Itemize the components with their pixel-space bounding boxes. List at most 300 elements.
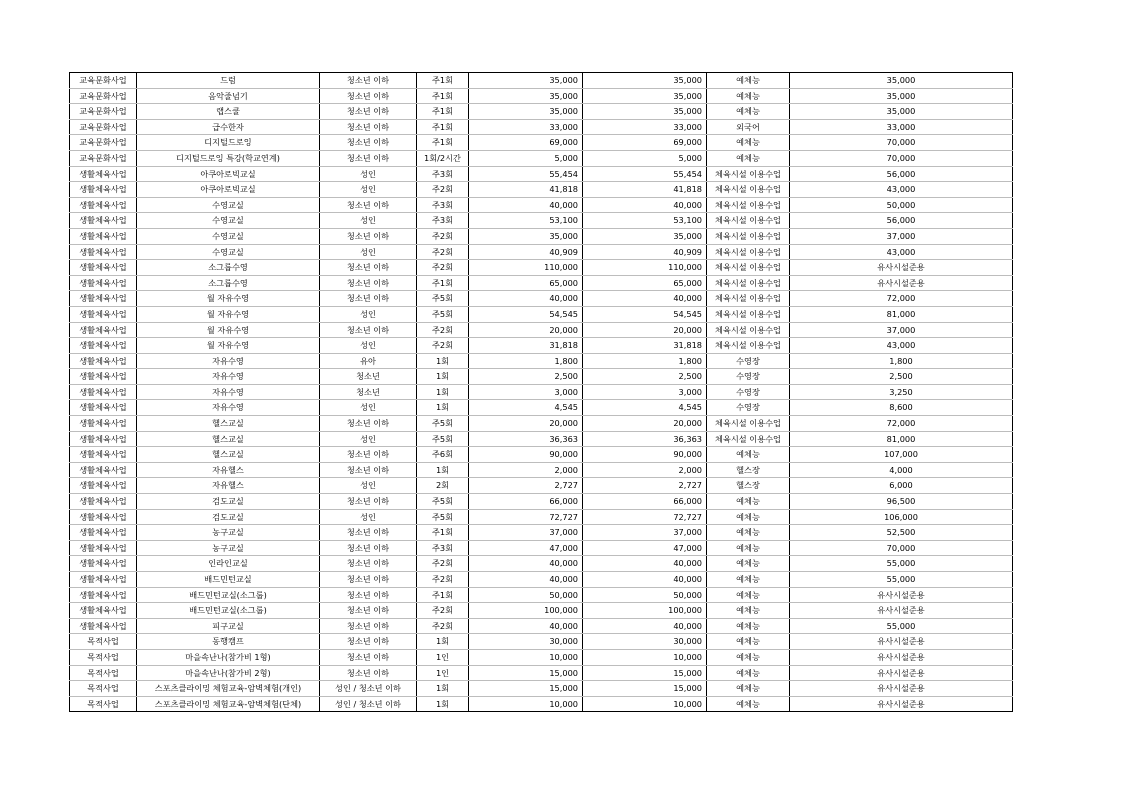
type-cell: 체육시설 이용수업 <box>707 275 790 291</box>
category-cell: 생활체육사업 <box>70 260 137 276</box>
reference-fee-cell: 6,000 <box>790 478 1013 494</box>
fee-cell: 110,000 <box>469 260 583 276</box>
category-cell: 생활체육사업 <box>70 603 137 619</box>
fee-cell: 72,727 <box>469 509 583 525</box>
fee-cell: 36,363 <box>469 431 583 447</box>
type-cell: 예체능 <box>707 104 790 120</box>
fee-applied-cell: 15,000 <box>583 665 707 681</box>
table-row <box>70 353 1013 369</box>
table-row <box>70 681 1013 697</box>
program-cell: 자유수영 <box>137 400 320 416</box>
fee-cell: 90,000 <box>469 447 583 463</box>
fee-applied-cell: 40,000 <box>583 197 707 213</box>
type-cell: 예체능 <box>707 509 790 525</box>
fee-applied-cell: 72,727 <box>583 509 707 525</box>
fee-applied-cell: 2,727 <box>583 478 707 494</box>
type-cell: 예체능 <box>707 73 790 89</box>
category-cell: 생활체육사업 <box>70 416 137 432</box>
type-cell: 예체능 <box>707 540 790 556</box>
fee-cell: 37,000 <box>469 525 583 541</box>
table-row <box>70 587 1013 603</box>
fee-cell: 40,000 <box>469 618 583 634</box>
fee-cell: 54,545 <box>469 306 583 322</box>
type-cell: 예체능 <box>707 649 790 665</box>
program-cell: 동행캠프 <box>137 634 320 650</box>
program-cell: 헬스교실 <box>137 447 320 463</box>
target-cell: 청소년 이하 <box>320 73 417 89</box>
target-cell: 청소년 이하 <box>320 228 417 244</box>
target-cell: 청소년 <box>320 384 417 400</box>
fee-cell: 40,909 <box>469 244 583 260</box>
table-row <box>70 572 1013 588</box>
category-cell: 생활체육사업 <box>70 587 137 603</box>
type-cell: 예체능 <box>707 88 790 104</box>
target-cell: 성인 <box>320 478 417 494</box>
reference-fee-cell: 유사시설준용 <box>790 665 1013 681</box>
frequency-cell: 주1회 <box>417 275 469 291</box>
type-cell: 체육시설 이용수업 <box>707 291 790 307</box>
target-cell: 청소년 이하 <box>320 556 417 572</box>
fee-applied-cell: 35,000 <box>583 73 707 89</box>
frequency-cell: 주1회 <box>417 88 469 104</box>
table-row <box>70 166 1013 182</box>
frequency-cell: 주1회 <box>417 73 469 89</box>
category-cell: 생활체육사업 <box>70 384 137 400</box>
program-cell: 헬스교실 <box>137 431 320 447</box>
fee-cell: 15,000 <box>469 665 583 681</box>
table-row <box>70 88 1013 104</box>
target-cell: 청소년 이하 <box>320 150 417 166</box>
table-row <box>70 182 1013 198</box>
table-row <box>70 431 1013 447</box>
frequency-cell: 1회 <box>417 696 469 712</box>
fee-cell: 50,000 <box>469 587 583 603</box>
category-cell: 생활체육사업 <box>70 291 137 307</box>
frequency-cell: 주2회 <box>417 322 469 338</box>
target-cell: 청소년 이하 <box>320 119 417 135</box>
category-cell: 생활체육사업 <box>70 244 137 260</box>
reference-fee-cell: 81,000 <box>790 431 1013 447</box>
fee-applied-cell: 53,100 <box>583 213 707 229</box>
category-cell: 생활체육사업 <box>70 556 137 572</box>
fee-applied-cell: 1,800 <box>583 353 707 369</box>
reference-fee-cell: 유사시설준용 <box>790 681 1013 697</box>
table-row <box>70 416 1013 432</box>
table-row <box>70 556 1013 572</box>
program-cell: 자유헬스 <box>137 462 320 478</box>
program-cell: 자유수영 <box>137 384 320 400</box>
program-cell: 수영교실 <box>137 213 320 229</box>
frequency-cell: 1회 <box>417 634 469 650</box>
program-cell: 디지털드로잉 <box>137 135 320 151</box>
table-row <box>70 384 1013 400</box>
category-cell: 목적사업 <box>70 649 137 665</box>
frequency-cell: 주5회 <box>417 494 469 510</box>
reference-fee-cell: 43,000 <box>790 182 1013 198</box>
fee-cell: 100,000 <box>469 603 583 619</box>
fee-cell: 55,454 <box>469 166 583 182</box>
reference-fee-cell: 106,000 <box>790 509 1013 525</box>
fee-cell: 2,727 <box>469 478 583 494</box>
program-cell: 음악줄넘기 <box>137 88 320 104</box>
fee-applied-cell: 35,000 <box>583 228 707 244</box>
table-row <box>70 150 1013 166</box>
program-cell: 피구교실 <box>137 618 320 634</box>
type-cell: 체육시설 이용수업 <box>707 166 790 182</box>
type-cell: 헬스장 <box>707 462 790 478</box>
target-cell: 청소년 이하 <box>320 540 417 556</box>
table-row <box>70 618 1013 634</box>
program-cell: 검도교실 <box>137 509 320 525</box>
category-cell: 교육문화사업 <box>70 73 137 89</box>
type-cell: 예체능 <box>707 135 790 151</box>
table-row <box>70 478 1013 494</box>
table-row <box>70 291 1013 307</box>
category-cell: 생활체육사업 <box>70 525 137 541</box>
frequency-cell: 1회 <box>417 681 469 697</box>
table-row <box>70 400 1013 416</box>
table-row <box>70 197 1013 213</box>
fee-applied-cell: 35,000 <box>583 88 707 104</box>
type-cell: 수영장 <box>707 384 790 400</box>
fee-cell: 33,000 <box>469 119 583 135</box>
type-cell: 체육시설 이용수업 <box>707 431 790 447</box>
target-cell: 성인 <box>320 166 417 182</box>
frequency-cell: 1회 <box>417 384 469 400</box>
target-cell: 청소년 이하 <box>320 462 417 478</box>
type-cell: 외국어 <box>707 119 790 135</box>
table-row <box>70 494 1013 510</box>
reference-fee-cell: 유사시설준용 <box>790 260 1013 276</box>
frequency-cell: 주3회 <box>417 197 469 213</box>
table-row <box>70 634 1013 650</box>
category-cell: 생활체육사업 <box>70 431 137 447</box>
table-row <box>70 275 1013 291</box>
category-cell: 목적사업 <box>70 665 137 681</box>
target-cell: 성인 <box>320 400 417 416</box>
fee-cell: 2,500 <box>469 369 583 385</box>
reference-fee-cell: 72,000 <box>790 416 1013 432</box>
target-cell: 성인 / 청소년 이하 <box>320 681 417 697</box>
category-cell: 목적사업 <box>70 696 137 712</box>
program-cell: 디지털드로잉 특강(학교연계) <box>137 150 320 166</box>
fee-cell: 66,000 <box>469 494 583 510</box>
fee-applied-cell: 30,000 <box>583 634 707 650</box>
frequency-cell: 주2회 <box>417 260 469 276</box>
type-cell: 예체능 <box>707 447 790 463</box>
type-cell: 예체능 <box>707 634 790 650</box>
target-cell: 성인 <box>320 182 417 198</box>
fee-applied-cell: 110,000 <box>583 260 707 276</box>
fee-cell: 35,000 <box>469 88 583 104</box>
frequency-cell: 주3회 <box>417 213 469 229</box>
target-cell: 성인 <box>320 509 417 525</box>
type-cell: 체육시설 이용수업 <box>707 213 790 229</box>
program-cell: 아쿠아로빅교실 <box>137 166 320 182</box>
target-cell: 청소년 이하 <box>320 572 417 588</box>
target-cell: 청소년 이하 <box>320 275 417 291</box>
fee-table-body <box>70 73 1013 712</box>
reference-fee-cell: 35,000 <box>790 73 1013 89</box>
target-cell: 청소년 이하 <box>320 135 417 151</box>
fee-applied-cell: 47,000 <box>583 540 707 556</box>
reference-fee-cell: 유사시설준용 <box>790 603 1013 619</box>
type-cell: 체육시설 이용수업 <box>707 197 790 213</box>
frequency-cell: 주1회 <box>417 587 469 603</box>
frequency-cell: 주2회 <box>417 244 469 260</box>
reference-fee-cell: 35,000 <box>790 104 1013 120</box>
table-row <box>70 244 1013 260</box>
type-cell: 예체능 <box>707 556 790 572</box>
type-cell: 체육시설 이용수업 <box>707 228 790 244</box>
program-cell: 급수한자 <box>137 119 320 135</box>
program-cell: 자유수영 <box>137 369 320 385</box>
target-cell: 청소년 이하 <box>320 665 417 681</box>
category-cell: 생활체육사업 <box>70 509 137 525</box>
program-cell: 수영교실 <box>137 228 320 244</box>
fee-applied-cell: 40,000 <box>583 556 707 572</box>
program-cell: 마을속난나(참가비 2형) <box>137 665 320 681</box>
table-row <box>70 665 1013 681</box>
program-cell: 스포츠클라이밍 체험교육-암벽체험(개인) <box>137 681 320 697</box>
fee-cell: 31,818 <box>469 338 583 354</box>
category-cell: 생활체육사업 <box>70 306 137 322</box>
target-cell: 성인 <box>320 306 417 322</box>
fee-applied-cell: 3,000 <box>583 384 707 400</box>
category-cell: 생활체육사업 <box>70 540 137 556</box>
reference-fee-cell: 81,000 <box>790 306 1013 322</box>
fee-table <box>69 72 1013 712</box>
table-row <box>70 603 1013 619</box>
frequency-cell: 주2회 <box>417 603 469 619</box>
frequency-cell: 주5회 <box>417 306 469 322</box>
category-cell: 교육문화사업 <box>70 119 137 135</box>
program-cell: 배드민턴교실(소그룹) <box>137 587 320 603</box>
program-cell: 검도교실 <box>137 494 320 510</box>
program-cell: 수영교실 <box>137 244 320 260</box>
table-row <box>70 306 1013 322</box>
fee-cell: 69,000 <box>469 135 583 151</box>
reference-fee-cell: 유사시설준용 <box>790 587 1013 603</box>
target-cell: 청소년 이하 <box>320 649 417 665</box>
fee-applied-cell: 40,000 <box>583 618 707 634</box>
target-cell: 유아 <box>320 353 417 369</box>
fee-cell: 2,000 <box>469 462 583 478</box>
target-cell: 청소년 이하 <box>320 603 417 619</box>
category-cell: 생활체육사업 <box>70 353 137 369</box>
frequency-cell: 주2회 <box>417 228 469 244</box>
frequency-cell: 1회/2시간 <box>417 150 469 166</box>
program-cell: 월 자유수영 <box>137 306 320 322</box>
category-cell: 생활체육사업 <box>70 369 137 385</box>
frequency-cell: 1회 <box>417 400 469 416</box>
fee-cell: 53,100 <box>469 213 583 229</box>
frequency-cell: 1인 <box>417 665 469 681</box>
reference-fee-cell: 유사시설준용 <box>790 696 1013 712</box>
fee-applied-cell: 10,000 <box>583 696 707 712</box>
reference-fee-cell: 70,000 <box>790 150 1013 166</box>
table-row <box>70 462 1013 478</box>
target-cell: 청소년 <box>320 369 417 385</box>
reference-fee-cell: 33,000 <box>790 119 1013 135</box>
reference-fee-cell: 70,000 <box>790 135 1013 151</box>
program-cell: 드럼 <box>137 73 320 89</box>
category-cell: 교육문화사업 <box>70 135 137 151</box>
fee-cell: 1,800 <box>469 353 583 369</box>
program-cell: 자유헬스 <box>137 478 320 494</box>
category-cell: 생활체육사업 <box>70 400 137 416</box>
frequency-cell: 주5회 <box>417 416 469 432</box>
program-cell: 자유수영 <box>137 353 320 369</box>
type-cell: 예체능 <box>707 665 790 681</box>
fee-applied-cell: 10,000 <box>583 649 707 665</box>
frequency-cell: 2회 <box>417 478 469 494</box>
target-cell: 성인 <box>320 431 417 447</box>
program-cell: 배드민턴교실(소그룹) <box>137 603 320 619</box>
program-cell: 소그룹수영 <box>137 275 320 291</box>
program-cell: 수영교실 <box>137 197 320 213</box>
type-cell: 헬스장 <box>707 478 790 494</box>
frequency-cell: 1회 <box>417 462 469 478</box>
fee-cell: 15,000 <box>469 681 583 697</box>
table-row <box>70 73 1013 89</box>
program-cell: 인라인교실 <box>137 556 320 572</box>
target-cell: 청소년 이하 <box>320 494 417 510</box>
category-cell: 생활체육사업 <box>70 462 137 478</box>
reference-fee-cell: 유사시설준용 <box>790 649 1013 665</box>
type-cell: 예체능 <box>707 681 790 697</box>
fee-applied-cell: 15,000 <box>583 681 707 697</box>
fee-cell: 40,000 <box>469 572 583 588</box>
reference-fee-cell: 55,000 <box>790 572 1013 588</box>
category-cell: 목적사업 <box>70 681 137 697</box>
category-cell: 교육문화사업 <box>70 88 137 104</box>
table-row <box>70 696 1013 712</box>
frequency-cell: 주5회 <box>417 291 469 307</box>
frequency-cell: 주5회 <box>417 431 469 447</box>
type-cell: 수영장 <box>707 369 790 385</box>
type-cell: 수영장 <box>707 400 790 416</box>
fee-cell: 3,000 <box>469 384 583 400</box>
fee-applied-cell: 31,818 <box>583 338 707 354</box>
category-cell: 생활체육사업 <box>70 322 137 338</box>
type-cell: 예체능 <box>707 603 790 619</box>
reference-fee-cell: 50,000 <box>790 197 1013 213</box>
frequency-cell: 주2회 <box>417 182 469 198</box>
frequency-cell: 1회 <box>417 369 469 385</box>
target-cell: 청소년 이하 <box>320 634 417 650</box>
table-row <box>70 228 1013 244</box>
type-cell: 예체능 <box>707 494 790 510</box>
table-row <box>70 447 1013 463</box>
fee-cell: 65,000 <box>469 275 583 291</box>
category-cell: 생활체육사업 <box>70 182 137 198</box>
frequency-cell: 1인 <box>417 649 469 665</box>
target-cell: 청소년 이하 <box>320 618 417 634</box>
fee-cell: 35,000 <box>469 104 583 120</box>
table-row <box>70 135 1013 151</box>
target-cell: 청소년 이하 <box>320 291 417 307</box>
reference-fee-cell: 43,000 <box>790 338 1013 354</box>
reference-fee-cell: 35,000 <box>790 88 1013 104</box>
fee-applied-cell: 40,000 <box>583 291 707 307</box>
type-cell: 예체능 <box>707 587 790 603</box>
reference-fee-cell: 55,000 <box>790 556 1013 572</box>
reference-fee-cell: 52,500 <box>790 525 1013 541</box>
fee-applied-cell: 65,000 <box>583 275 707 291</box>
reference-fee-cell: 55,000 <box>790 618 1013 634</box>
type-cell: 수영장 <box>707 353 790 369</box>
table-row <box>70 213 1013 229</box>
reference-fee-cell: 43,000 <box>790 244 1013 260</box>
reference-fee-cell: 2,500 <box>790 369 1013 385</box>
frequency-cell: 주1회 <box>417 525 469 541</box>
category-cell: 생활체육사업 <box>70 447 137 463</box>
category-cell: 생활체육사업 <box>70 494 137 510</box>
fee-cell: 4,545 <box>469 400 583 416</box>
fee-applied-cell: 90,000 <box>583 447 707 463</box>
reference-fee-cell: 37,000 <box>790 322 1013 338</box>
frequency-cell: 주3회 <box>417 540 469 556</box>
category-cell: 생활체육사업 <box>70 572 137 588</box>
fee-cell: 20,000 <box>469 322 583 338</box>
fee-applied-cell: 5,000 <box>583 150 707 166</box>
reference-fee-cell: 56,000 <box>790 166 1013 182</box>
reference-fee-cell: 70,000 <box>790 540 1013 556</box>
category-cell: 생활체육사업 <box>70 275 137 291</box>
frequency-cell: 주1회 <box>417 119 469 135</box>
category-cell: 교육문화사업 <box>70 150 137 166</box>
type-cell: 체육시설 이용수업 <box>707 322 790 338</box>
reference-fee-cell: 107,000 <box>790 447 1013 463</box>
fee-cell: 35,000 <box>469 73 583 89</box>
reference-fee-cell: 37,000 <box>790 228 1013 244</box>
target-cell: 청소년 이하 <box>320 260 417 276</box>
fee-applied-cell: 66,000 <box>583 494 707 510</box>
fee-cell: 10,000 <box>469 649 583 665</box>
table-row <box>70 119 1013 135</box>
frequency-cell: 주2회 <box>417 572 469 588</box>
reference-fee-cell: 96,500 <box>790 494 1013 510</box>
type-cell: 체육시설 이용수업 <box>707 306 790 322</box>
type-cell: 체육시설 이용수업 <box>707 244 790 260</box>
table-row <box>70 104 1013 120</box>
table-row <box>70 260 1013 276</box>
program-cell: 마을속난나(참가비 1형) <box>137 649 320 665</box>
target-cell: 청소년 이하 <box>320 447 417 463</box>
fee-applied-cell: 50,000 <box>583 587 707 603</box>
target-cell: 청소년 이하 <box>320 104 417 120</box>
fee-cell: 40,000 <box>469 197 583 213</box>
reference-fee-cell: 유사시설준용 <box>790 275 1013 291</box>
type-cell: 예체능 <box>707 525 790 541</box>
reference-fee-cell: 유사시설준용 <box>790 634 1013 650</box>
fee-cell: 20,000 <box>469 416 583 432</box>
category-cell: 생활체육사업 <box>70 166 137 182</box>
program-cell: 월 자유수영 <box>137 291 320 307</box>
frequency-cell: 주2회 <box>417 556 469 572</box>
reference-fee-cell: 56,000 <box>790 213 1013 229</box>
category-cell: 생활체육사업 <box>70 213 137 229</box>
target-cell: 청소년 이하 <box>320 525 417 541</box>
table-row <box>70 540 1013 556</box>
table-row <box>70 509 1013 525</box>
fee-applied-cell: 20,000 <box>583 322 707 338</box>
program-cell: 랩스쿨 <box>137 104 320 120</box>
fee-applied-cell: 4,545 <box>583 400 707 416</box>
category-cell: 교육문화사업 <box>70 104 137 120</box>
fee-cell: 30,000 <box>469 634 583 650</box>
